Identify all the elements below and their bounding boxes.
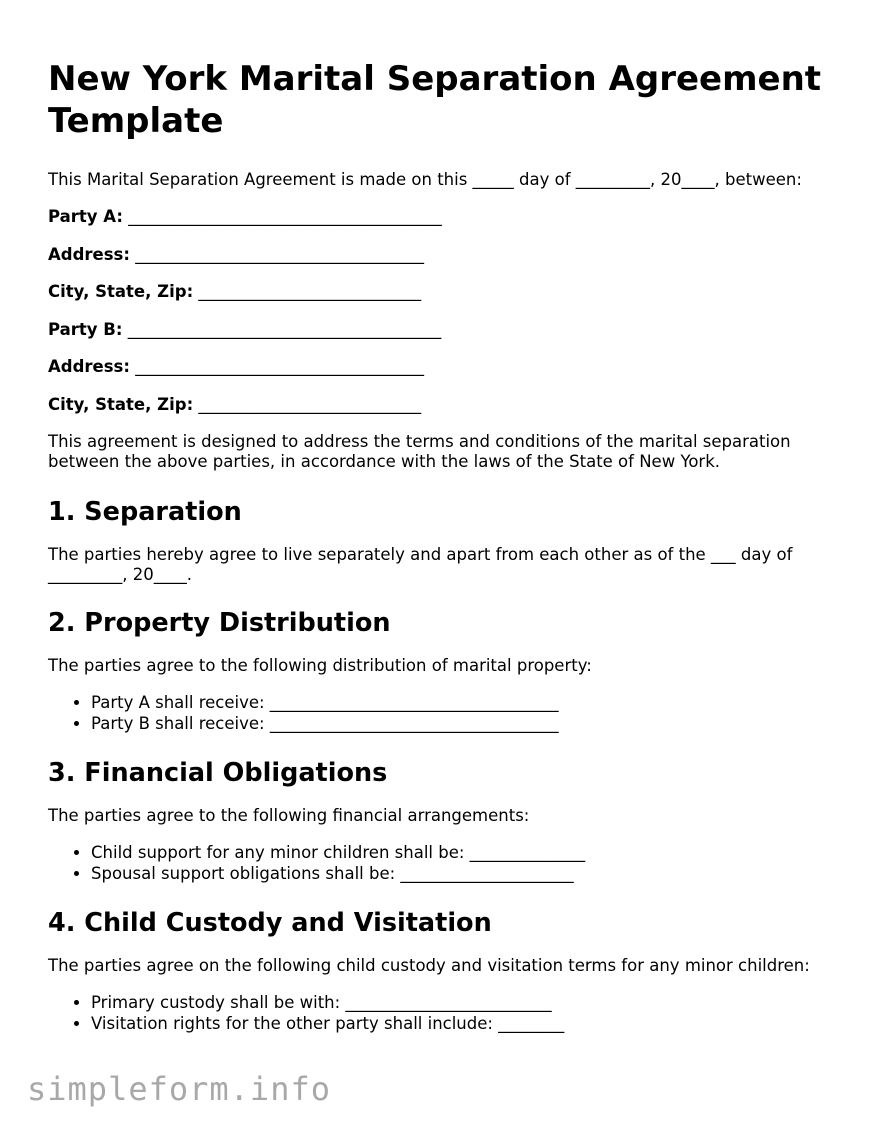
field-label: City, State, Zip: (48, 282, 194, 301)
party-b-name-field (48, 320, 838, 340)
section-heading-financial-obligations: 3. Financial Obligations (48, 758, 388, 788)
party-a-name-field (48, 207, 838, 227)
section-text-child-custody: The parties agree on the following child custody and visitation terms for any minor children: (48, 956, 810, 975)
party-b-city-state-zip-field (48, 395, 838, 415)
field-label: Party B: (48, 319, 123, 339)
section-heading-property-distribution: 2. Property Distribution (48, 608, 391, 638)
financial-obligations-list (48, 843, 838, 884)
party-a-city-state-zip-field (48, 282, 838, 302)
field-blank: ___________________________ (198, 282, 422, 301)
field-blank: ___________________________________ (135, 357, 424, 376)
list-item: • Visitation rights for the other party shall include: ________ (91, 1014, 838, 1035)
watermark-text: simpleform.info (27, 1070, 331, 1108)
list-item: • Spousal support obligations shall be: _____________________ (91, 864, 838, 885)
section-text-separation: The parties hereby agree to live separately and apart from each other as of the ___ day of _________, 20____. (48, 545, 793, 584)
field-blank: ___________________________ (198, 394, 422, 414)
agreement-paragraph: This agreement is designed to address the terms and conditions of the marital separation between the above parties, in accordance with the laws of the State of New York. (48, 432, 791, 471)
document-page (48, 58, 838, 1058)
field-blank: ___________________________________ (135, 244, 424, 264)
list-item: • Child support for any minor children shall be: ______________ (91, 843, 838, 864)
child-custody-list (48, 993, 838, 1034)
list-item: • Primary custody shall be with: _________________________ (91, 993, 838, 1014)
party-a-address-field (48, 245, 838, 265)
field-label: Party A: (48, 207, 123, 226)
field-label: Address: (48, 357, 130, 376)
field-blank: ______________________________________ (127, 319, 442, 339)
section-heading-child-custody: 4. Child Custody and Visitation (48, 908, 492, 938)
property-distribution-list (48, 693, 838, 734)
field-blank: ______________________________________ (128, 207, 442, 226)
document-title: New York Marital Separation Agreement Template (48, 59, 822, 141)
list-item: • Party A shall receive: ___________________________________ (91, 693, 838, 714)
intro-paragraph: This Marital Separation Agreement is made on this _____ day of _________, 20____, between: (48, 170, 802, 189)
section-heading-separation: 1. Separation (48, 497, 242, 527)
section-text-property-distribution: The parties agree to the following distribution of marital property: (48, 656, 592, 675)
field-label: City, State, Zip: (48, 394, 194, 414)
section-text-financial-obligations: The parties agree to the following financial arrangements: (48, 806, 530, 825)
list-item: • Party B shall receive: ___________________________________ (91, 714, 838, 735)
field-label: Address: (48, 244, 130, 264)
party-b-address-field (48, 357, 838, 377)
